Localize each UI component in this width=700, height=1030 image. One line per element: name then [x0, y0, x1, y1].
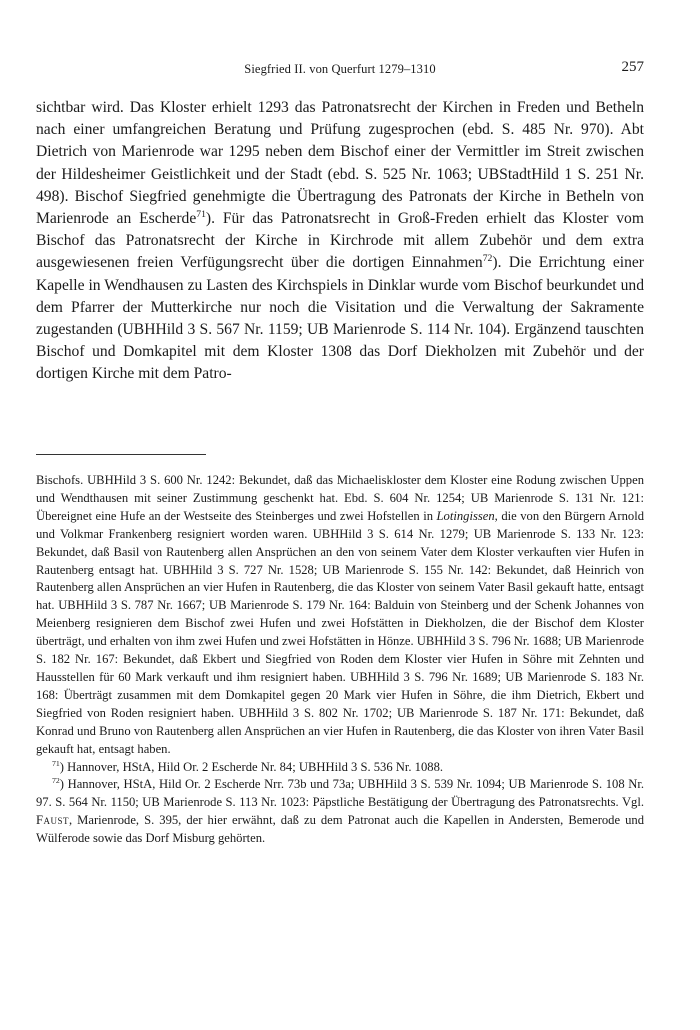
- footnote-71-text: ) Hannover, HStA, Hild Or. 2 Escherde Nr. 84; UBHHild 3 S. 536 Nr. 1088.: [59, 759, 444, 774]
- body-text-part-1: sichtbar wird. Das Kloster erhielt 1293 das Patronatsrecht der Kirchen in Freden und Betheln nach einer umfangreichen Beratung und Prüfung zugesprochen (ebd. S. 485 Nr. 970). Abt Dietrich von Marienrode war 1295 neben dem Bischof einer der Vermittler im Streit zwischen der Hildesheimer Geistlichkeit und der Stadt (ebd. S. 525 Nr. 1063; UBStadtHild 1 S. 251 Nr. 498). Bischof Siegfried genehmigte die Übertragung des Patronats der Kirche in Betheln von Marienrode an Escherde: [36, 99, 644, 228]
- footnote-72: [36, 776, 644, 848]
- footnote-continuation-text-b: , die von den Bürgern Arnold und Volkmar Frankenberg resigniert worden waren. UBHHild 3 S. 614 Nr. 1279; UB Marienrode S. 133 Nr. 123: Bekundet, daß Basil von Rautenberg allen Ansprüchen an den von seinem Vater dem Kloster verkauften vier Hufen in Rautenberg entsagt hat. UBHHild 3 S. 727 Nr. 1528; UB Marienrode S. 155 Nr. 142: Bekundet, daß Heinrich von Rautenberg allen Ansprüchen an vier Hufen in Rautenberg, die das Kloster von seinem Vater Basil gekauft hatte, entsagt hat. UBHHild 3 S. 787 Nr. 1667; UB Marienrode S. 179 Nr. 164: Balduin von Steinberg und der Schenk Johannes von Meienberg resignieren dem Bischof zwei Hufen und zwei Hofstätten in Diekholzen, die der Bischof dem Kloster überträgt, und erhalten von ihm zwei Hufen und zwei Hofstätten in Hönze. UBHHild 3 S. 796 Nr. 1688; UB Marienrode S. 182 Nr. 167: Bekundet, daß Ekbert und Siegfried von Roden dem Kloster vier Hufen in Söhre mit Zehnten und Hausstellen für 60 Mark verkauft und ihm resigniert haben. UBHHild 3 S. 796 Nr. 1689; UB Marienrode S. 183 Nr. 168: Überträgt zusammen mit dem Domkapitel gegen 20 Mark vier Hufen in Söhre, die ihm Dietrich, Ekbert und Siegfried von Roden resigniert haben. UBHHild 3 S. 802 Nr. 1702; UB Marienrode S. 187 Nr. 171: Bekundet, daß Konrad und Bruno von Rautenberg allen Ansprüchen an vier Hufen in Rautenberg, die das Kloster von ihren Vater Basil gekauft hat, entsagt haben.: [36, 508, 644, 756]
- footnotes: [36, 472, 644, 848]
- body-paragraph: [36, 97, 644, 386]
- running-title: Siegfried II. von Querfurt 1279–1310: [244, 62, 436, 76]
- running-header: [36, 59, 644, 84]
- body-text-part-3: ). Die Errichtung einer Kapelle in Wendhausen zu Lasten des Kirchspiels in Dinklar wurde vom Bischof beurkundet und dem Pfarrer der Mutterkirche nur noch die Visitation und die Verwaltung der Sakramente zugestanden (UBHHild 3 S. 567 Nr. 1159; UB Marienrode S. 114 Nr. 104). Ergänzend tauschten Bischof und Domkapitel mit dem Kloster 1308 das Dorf Diekholzen mit Zubehör und der dortigen Kirche mit dem Patro-: [36, 254, 644, 383]
- footnote-72-text-a: ) Hannover, HStA, Hild Or. 2 Escherde Nrr. 73b und 73a; UBHHild 3 S. 539 Nr. 1094; UB Marienrode S. 108 Nr. 97. S. 564 Nr. 1150; UB Marienrode S. 113 Nr. 1023: Päpstliche Bestätigung der Übertragung des Patronatsrechts. Vgl.: [36, 777, 644, 810]
- body-text-part-2: ). Für das Patronatsrecht in Groß-Freden erhielt das Kloster vom Bischof das Patronatsrecht der Kirche in Kirchrode mit allem Zubehör und dem extra ausgewiesenen freien Verfügungsrecht über die dortigen Einnahmen: [36, 210, 644, 272]
- footnote-mark-72: 72: [52, 776, 60, 786]
- footnote-place-name: Lotingissen: [436, 508, 495, 523]
- footnote-continuation-text-a: Bischofs. UBHHild 3 S. 600 Nr. 1242: Bekundet, daß das Michaeliskloster dem Kloster eine Rodung zwischen Uppen und Wendthausen mit seiner Zustimmung geschenkt hat. Ebd. S. 604 Nr. 1254; UB Marienrode S. 131 Nr. 121: Übereignet eine Hufe an der Westseite des Steinberges und zwei Hofstellen in: [36, 473, 644, 523]
- footnote-ref-72[interactable]: 72: [482, 253, 493, 265]
- main-text: [36, 97, 644, 386]
- page-number: 257: [621, 59, 644, 75]
- footnote-72-author: Faust: [36, 813, 70, 828]
- footnote-continuation: [36, 472, 644, 759]
- footnote-71: [36, 759, 644, 777]
- footnote-72-text-b: , Marienrode, S. 395, der hier erwähnt, daß zu dem Patronat auch die Kapellen in Andersten, Bemerode und Wülferode sowie das Dorf Misburg gehörten.: [36, 813, 644, 846]
- footnote-mark-71: 71: [52, 758, 60, 768]
- footnote-ref-71[interactable]: 71: [196, 208, 206, 220]
- footnote-separator: [36, 454, 206, 455]
